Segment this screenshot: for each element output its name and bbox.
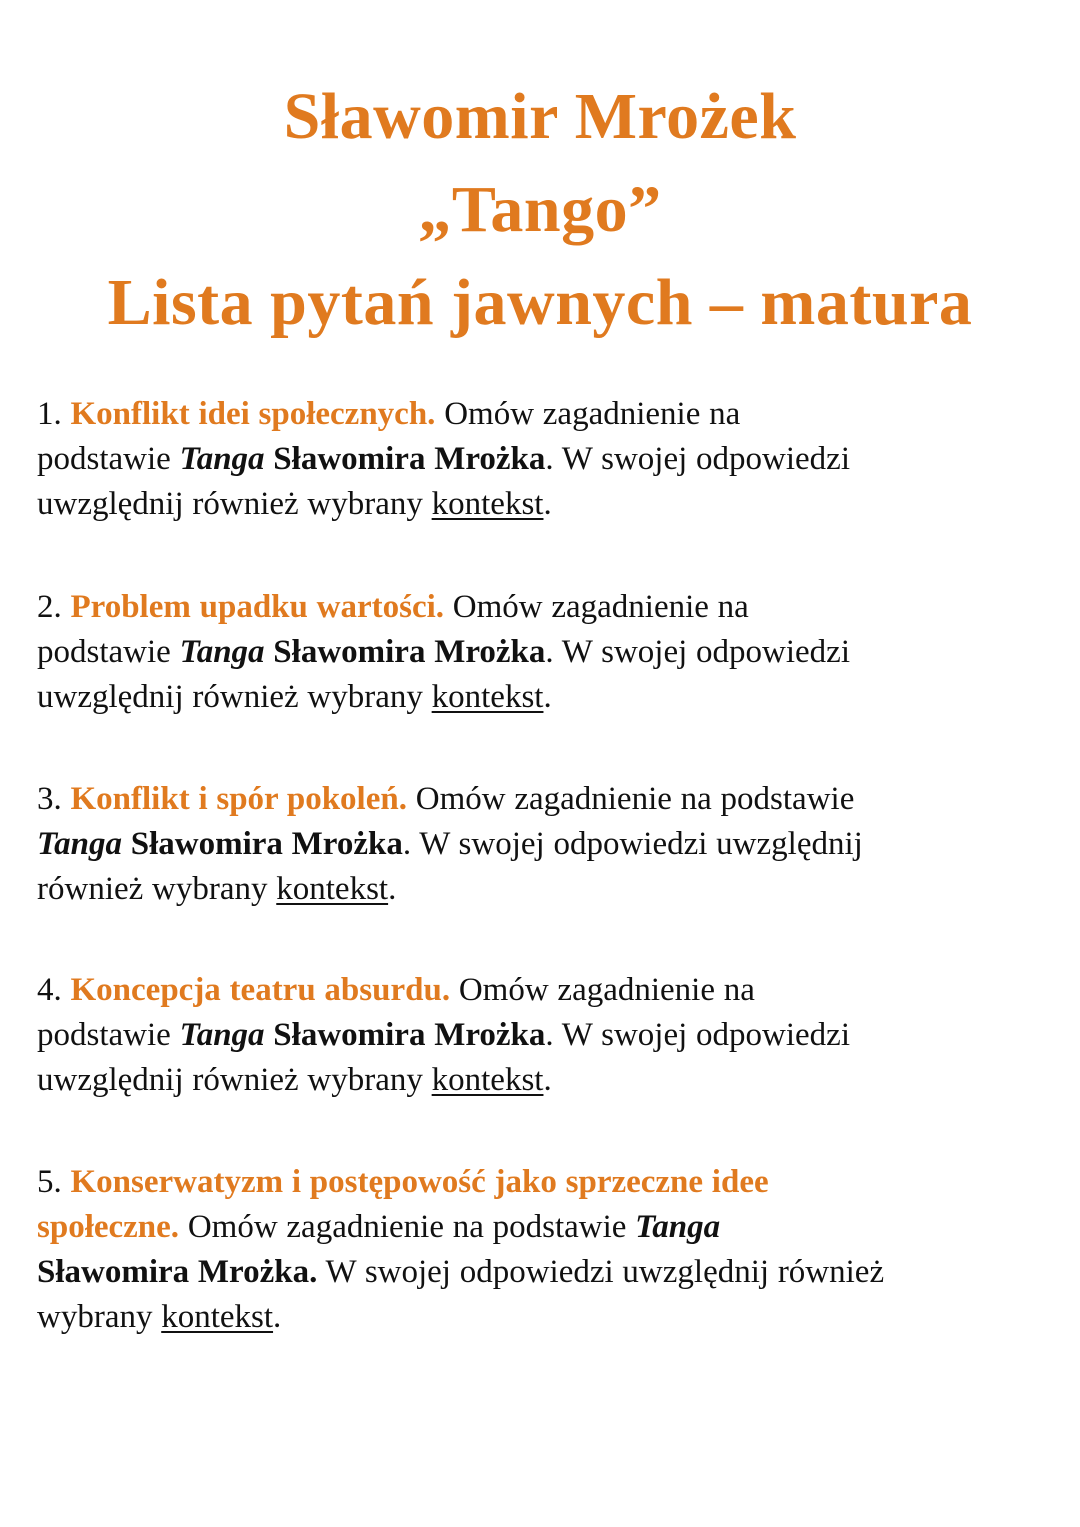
question-number: 1. — [37, 396, 62, 432]
document-title — [0, 70, 1080, 349]
question-text: również wybrany — [37, 871, 277, 907]
author-name: Sławomira Mrożka — [130, 826, 403, 862]
question-5 — [37, 1160, 1047, 1340]
question-number: 5. — [37, 1164, 62, 1200]
work-title: Tanga — [635, 1209, 721, 1245]
question-text: . — [388, 871, 397, 907]
title-subtitle: Lista pytań jawnych – matura — [107, 266, 973, 339]
question-4 — [37, 968, 1047, 1103]
question-text: . W swojej odpowiedzi — [545, 1017, 850, 1053]
question-text — [122, 826, 131, 862]
author-name: Sławomira Mrożka. — [37, 1254, 318, 1290]
question-text: uwzględnij również wybrany — [37, 679, 432, 715]
question-text: Omów zagadnienie na podstawie — [406, 781, 855, 817]
title-author: Sławomir Mrożek — [283, 80, 797, 153]
context-word: kontekst — [276, 871, 389, 907]
work-title: Tanga — [179, 441, 265, 477]
question-topic: Konflikt idei społecznych. — [70, 396, 436, 432]
work-title: Tanga — [179, 634, 265, 670]
author-name: Sławomira Mrożka — [273, 1017, 546, 1053]
question-text: W swojej odpowiedzi uwzględnij również — [317, 1254, 885, 1290]
question-3 — [37, 777, 1047, 912]
question-topic-line2: społeczne. — [37, 1209, 180, 1245]
context-word: kontekst — [431, 1062, 544, 1098]
question-text — [265, 634, 274, 670]
question-text: Omów zagadnienie na — [450, 972, 755, 1008]
question-text: . — [543, 486, 552, 522]
question-text — [265, 441, 274, 477]
work-title: Tanga — [179, 1017, 265, 1053]
question-2 — [37, 585, 1047, 720]
question-text — [265, 1017, 274, 1053]
context-word: kontekst — [161, 1299, 274, 1335]
question-topic: Konflikt i spór pokoleń. — [70, 781, 407, 817]
question-text: Omów zagadnienie na — [444, 589, 749, 625]
question-text: . — [543, 1062, 552, 1098]
question-text: . — [273, 1299, 282, 1335]
question-text: uwzględnij również wybrany — [37, 1062, 432, 1098]
question-text: podstawie — [37, 634, 180, 670]
question-text: Omów zagadnienie na podstawie — [179, 1209, 636, 1245]
question-number: 3. — [37, 781, 62, 817]
question-text: podstawie — [37, 441, 180, 477]
question-text: . W swojej odpowiedzi — [545, 441, 850, 477]
question-text: podstawie — [37, 1017, 180, 1053]
question-1 — [37, 392, 1047, 527]
context-word: kontekst — [431, 679, 544, 715]
question-topic: Koncepcja teatru absurdu. — [70, 972, 451, 1008]
author-name: Sławomira Mrożka — [273, 634, 546, 670]
question-number: 2. — [37, 589, 62, 625]
question-text: uwzględnij również wybrany — [37, 486, 432, 522]
question-topic: Problem upadku wartości. — [70, 589, 445, 625]
question-text: wybrany — [37, 1299, 162, 1335]
context-word: kontekst — [431, 486, 544, 522]
question-text: . — [543, 679, 552, 715]
work-title: Tanga — [37, 826, 122, 862]
author-name: Sławomira Mrożka — [273, 441, 546, 477]
question-number: 4. — [37, 972, 62, 1008]
title-work: „Tango” — [418, 173, 662, 246]
question-text: Omów zagadnienie na — [435, 396, 741, 432]
question-topic-line1: Konserwatyzm i postępowość jako sprzeczne idee — [70, 1164, 769, 1200]
question-text: . W swojej odpowiedzi uwzględnij — [402, 826, 863, 862]
question-text: . W swojej odpowiedzi — [545, 634, 850, 670]
